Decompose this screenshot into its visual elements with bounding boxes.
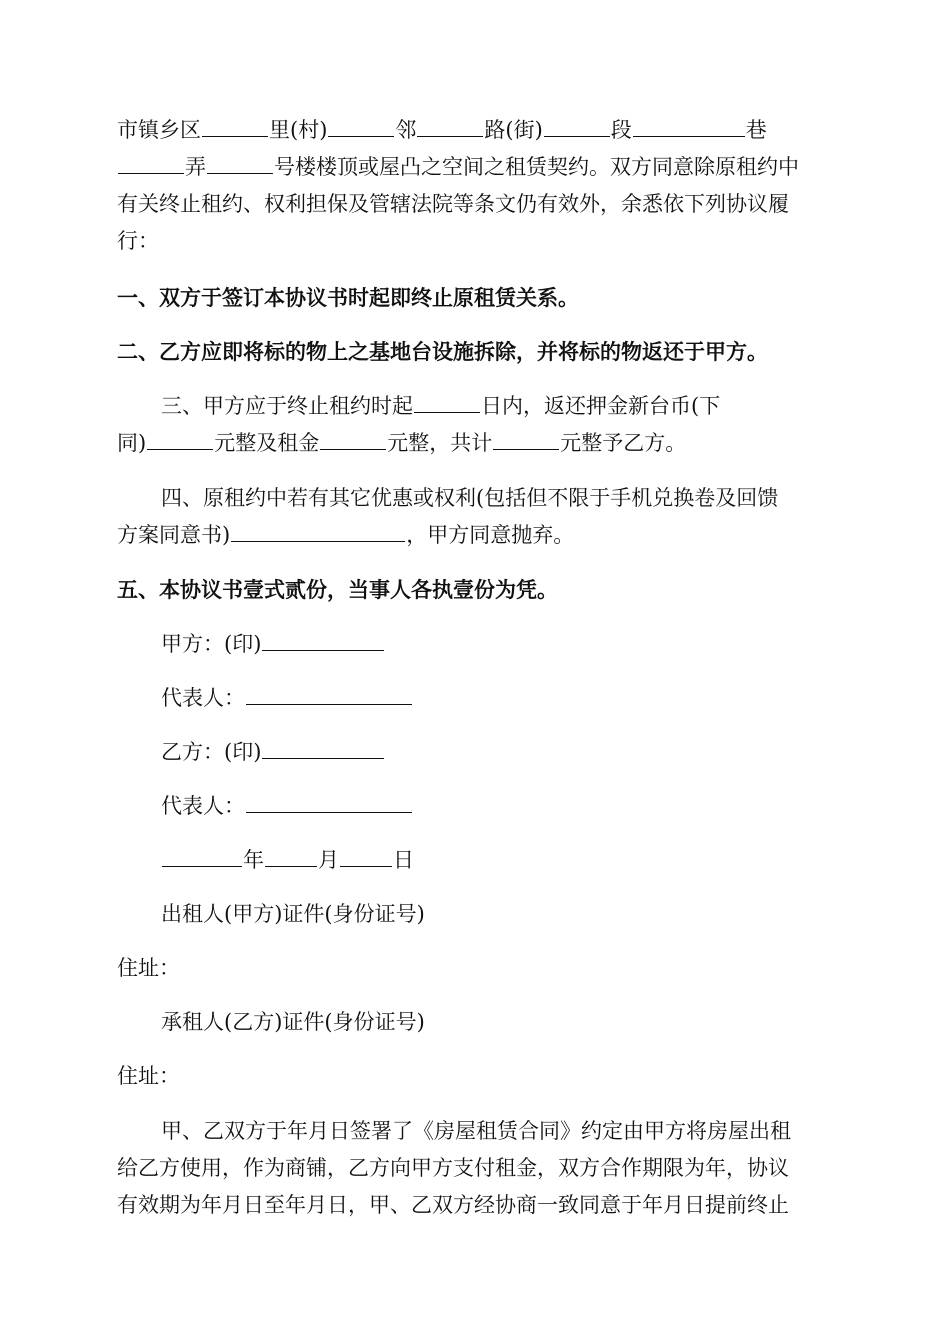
text: 三、甲方应于终止租约时起 [161, 394, 413, 418]
item-3-line2 [117, 429, 686, 457]
text: 里(村) [269, 118, 328, 142]
text: 元整，共计 [387, 431, 493, 455]
blank [262, 738, 384, 759]
text: 乙方：(印) [161, 740, 262, 764]
blank [231, 521, 405, 542]
blank [340, 846, 392, 867]
text: 路(街) [484, 118, 543, 142]
final-line2: 给乙方使用，作为商铺，乙方向甲方支付租金，双方合作期限为年，协议 [117, 1156, 789, 1180]
item-1: 一、双方于签订本协议书时起即终止原租赁关系。 [117, 285, 579, 310]
text: 邻 [395, 118, 417, 142]
para1-line3: 有关终止租约、权利担保及管辖法院等条文仍有效外，余悉依下列协议履 [117, 192, 789, 216]
blank [202, 116, 268, 137]
para1-line2 [117, 153, 799, 181]
text: ，甲方同意抛弃。 [406, 523, 575, 547]
text: 号楼楼顶或屋凸之空间之租赁契约。双方同意除原租约中 [274, 155, 799, 179]
text: 代表人： [161, 794, 245, 818]
sign-rep-b [161, 792, 413, 820]
text: 代表人： [161, 686, 245, 710]
item-5: 五、本协议书壹式贰份，当事人各执壹份为凭。 [117, 577, 558, 602]
blank [544, 116, 610, 137]
text: 元整予乙方。 [560, 431, 687, 455]
blank [162, 846, 242, 867]
item-3-line1 [161, 392, 720, 420]
text: 日内，返还押金新台币(下 [481, 394, 721, 418]
blank [265, 846, 317, 867]
text: 甲方：(印) [161, 632, 262, 656]
text: 段 [610, 118, 632, 142]
sign-date [161, 846, 414, 874]
blank [417, 116, 483, 137]
lessor-id: 出租人(甲方)证件(身份证号) [161, 902, 425, 926]
lessor-address: 住址： [117, 956, 180, 980]
sign-rep-a [161, 684, 413, 712]
text: 日 [393, 848, 414, 872]
blank [246, 792, 412, 813]
blank [320, 429, 386, 450]
item-4-line1: 四、原租约中若有其它优惠或权利(包括但不限于手机兑换卷及回馈 [161, 486, 779, 510]
para1-line4: 行： [117, 229, 159, 253]
text: 巷 [745, 118, 767, 142]
lessee-id: 承租人(乙方)证件(身份证号) [161, 1010, 425, 1034]
blank [493, 429, 559, 450]
sign-party-a [161, 630, 385, 658]
blank [207, 153, 273, 174]
blank [147, 429, 213, 450]
text: 弄 [185, 155, 206, 179]
text: 元整及租金 [214, 431, 320, 455]
item-2: 二、乙方应即将标的物上之基地台设施拆除，并将标的物返还于甲方。 [117, 339, 768, 364]
final-line3: 有效期为年月日至年月日，甲、乙双方经协商一致同意于年月日提前终止 [117, 1193, 789, 1217]
text: 月 [318, 848, 339, 872]
text: 方案同意书) [117, 523, 231, 547]
blank [328, 116, 394, 137]
item-4-line2 [117, 521, 574, 549]
blank [633, 116, 745, 137]
text: 市镇乡区 [117, 118, 201, 142]
final-line1: 甲、乙双方于年月日签署了《房屋租赁合同》约定由甲方将房屋出租 [161, 1119, 791, 1143]
sign-party-b [161, 738, 385, 766]
para1-line1 [117, 116, 767, 144]
blank [414, 392, 480, 413]
blank [118, 153, 184, 174]
blank [262, 630, 384, 651]
text: 同) [117, 431, 147, 455]
blank [246, 684, 412, 705]
lessee-address: 住址： [117, 1064, 180, 1088]
text: 年 [243, 848, 264, 872]
